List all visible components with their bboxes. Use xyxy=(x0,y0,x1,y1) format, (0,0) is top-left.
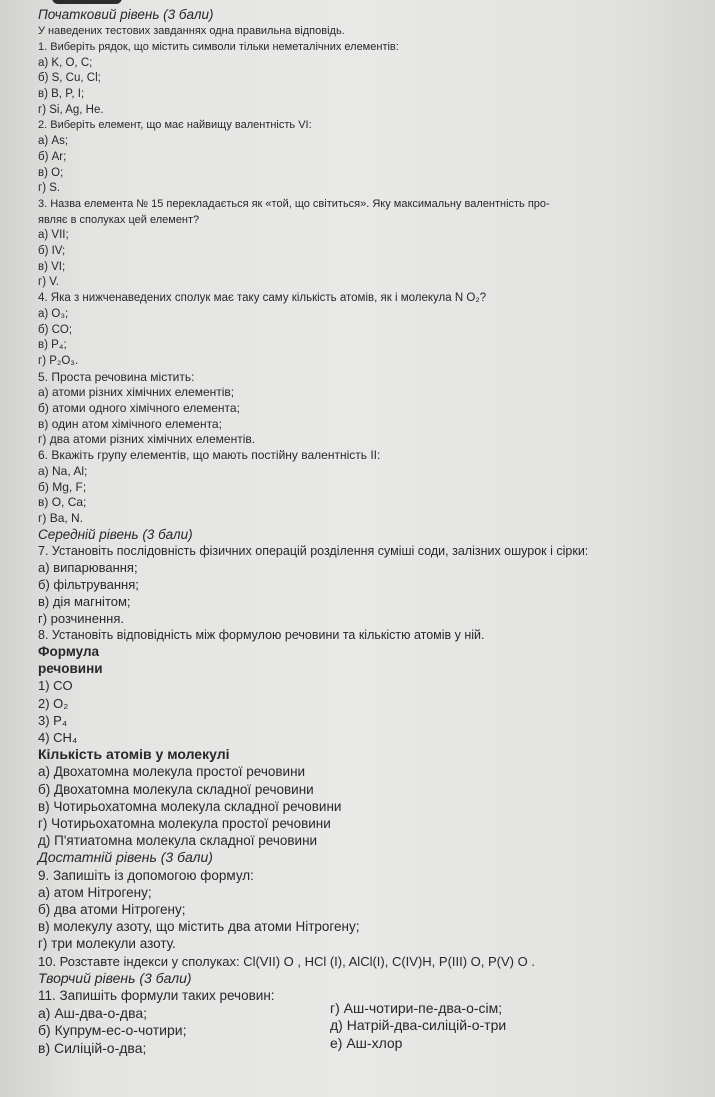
text-line: г) два атоми різних хімічних елементів. xyxy=(38,432,256,447)
answer-option: б) Купрум-ес-о-чотири; xyxy=(38,1022,187,1039)
table-heading: Кількість атомів у молекулі xyxy=(38,746,230,763)
text-line: 1) CO xyxy=(38,678,73,694)
text-line: 9. Запишіть із допомогою формул: xyxy=(38,867,254,883)
answer-option: а) Аш-два-о-два; xyxy=(38,1005,148,1022)
text-line: 11. Запишіть формули таких речовин: xyxy=(38,988,275,1003)
text-line: б) CO; xyxy=(38,323,73,336)
text-line: б) два атоми Нітрогену; xyxy=(38,902,186,917)
text-line: в) дія магнітом; xyxy=(38,593,131,609)
text-line: являє в сполуках цей елемент? xyxy=(38,213,200,226)
text-line: а) випарювання; xyxy=(38,559,138,575)
text-line: 2. Виберіть елемент, що має найвищу валентність VI: xyxy=(38,119,312,132)
answer-option: д) Натрій-два-силіцій-о-три xyxy=(330,1017,507,1034)
level-heading: Творчий рівень (3 бали) xyxy=(38,969,192,986)
text-line: 4. Яка з нижченаведених сполук має таку саму кількість атомів, як і молекула N O₂? xyxy=(38,292,487,305)
text-line: г) V. xyxy=(38,276,60,289)
text-line: в) молекулу азоту, що містить два атоми Нітрогену; xyxy=(38,919,360,935)
text-line: в) VI; xyxy=(38,260,66,273)
text-line: 5. Проста речовина містить: xyxy=(38,369,195,384)
text-line: б) фільтрування; xyxy=(38,576,139,592)
text-line: а) Na, Al; xyxy=(38,463,88,478)
text-line: а) VII; xyxy=(38,229,69,242)
text-line: б) атоми одного хімічного елемента; xyxy=(38,401,240,415)
text-line: в) O; xyxy=(38,166,64,179)
table-heading: речовини xyxy=(38,661,103,677)
text-line: 10. Розставте індекси у сполуках: Cl(VII) O , HCl (I), AlCl(I), C(IV)H, P(III) O, P(V) O . xyxy=(38,953,535,969)
text-line: б) S, Cu, Cl; xyxy=(38,72,101,85)
level-heading: Достатній рівень (3 бали) xyxy=(38,849,213,866)
answer-option: г) Аш-чотири-пе-два-о-сім; xyxy=(330,1000,503,1017)
text-line: б) IV; xyxy=(38,245,66,257)
text-line: 8. Установіть відповідність між формулою речовини та кількістю атомів у ній. xyxy=(38,628,485,643)
text-line: б) Mg, F; xyxy=(38,479,87,494)
text-line: а) K, O, C; xyxy=(38,56,93,69)
text-line: 3) P₄ xyxy=(38,712,68,728)
text-line: а) атоми різних хімічних елементів; xyxy=(38,385,235,400)
text-line: г) Чотирьохатомна молекула простої речовини xyxy=(38,816,331,831)
text-line: а) O₃; xyxy=(38,307,69,320)
text-line: в) O, Ca; xyxy=(38,495,87,510)
text-line: г) три молекули азоту. xyxy=(38,936,176,952)
level-heading: Початковий рівень (3 бали) xyxy=(38,7,214,22)
text-line: 1. Виберіть рядок, що містить символи тільки неметалічних елементів: xyxy=(38,40,399,53)
text-line: 2) O₂ xyxy=(38,695,69,711)
level-heading: Середній рівень (3 бали) xyxy=(38,526,193,542)
answer-option: в) Силіцій-о-два; xyxy=(38,1039,147,1056)
text-line: а) атом Нітрогену; xyxy=(38,884,152,900)
text-line: д) П'ятиатомна молекула складної речовини xyxy=(38,833,318,849)
text-line: г) Si, Ag, He. xyxy=(38,103,104,116)
text-line: г) P₂O₃. xyxy=(38,354,79,367)
text-line: в) P₄; xyxy=(38,339,67,352)
text-line: 3. Назва елемента № 15 перекладається як «той, що світиться». Яку максимальну валентність про- xyxy=(38,197,550,210)
text-line: б) Ar; xyxy=(38,150,67,163)
answer-option: е) Аш-хлор xyxy=(330,1034,403,1051)
text-line: в) один атом хімічного елемента; xyxy=(38,416,222,431)
text-line: г) S. xyxy=(38,182,61,195)
text-line: в) B, P, I; xyxy=(38,88,85,100)
text-line: г) Ba, N. xyxy=(38,510,84,525)
table-heading: Формула xyxy=(38,644,100,659)
text-line: 4) CH₄ xyxy=(38,730,78,745)
text-line: 7. Установіть послідовність фізичних операцій розділення суміші соди, залізних ошурок і сірки: xyxy=(38,543,589,558)
text-line: У наведених тестових завданнях одна правильна відповідь. xyxy=(38,25,345,38)
text-line: г) розчинення. xyxy=(38,611,124,627)
text-line: а) As; xyxy=(38,135,69,148)
text-line: 6. Вкажіть групу елементів, що мають постійну валентність II: xyxy=(38,448,381,463)
text-line: а) Двохатомна молекула простої речовини xyxy=(38,764,306,780)
header-fragment xyxy=(52,0,122,4)
text-line: б) Двохатомна молекула складної речовини xyxy=(38,781,314,797)
text-line: в) Чотирьохатомна молекула складної речовини xyxy=(38,798,342,814)
